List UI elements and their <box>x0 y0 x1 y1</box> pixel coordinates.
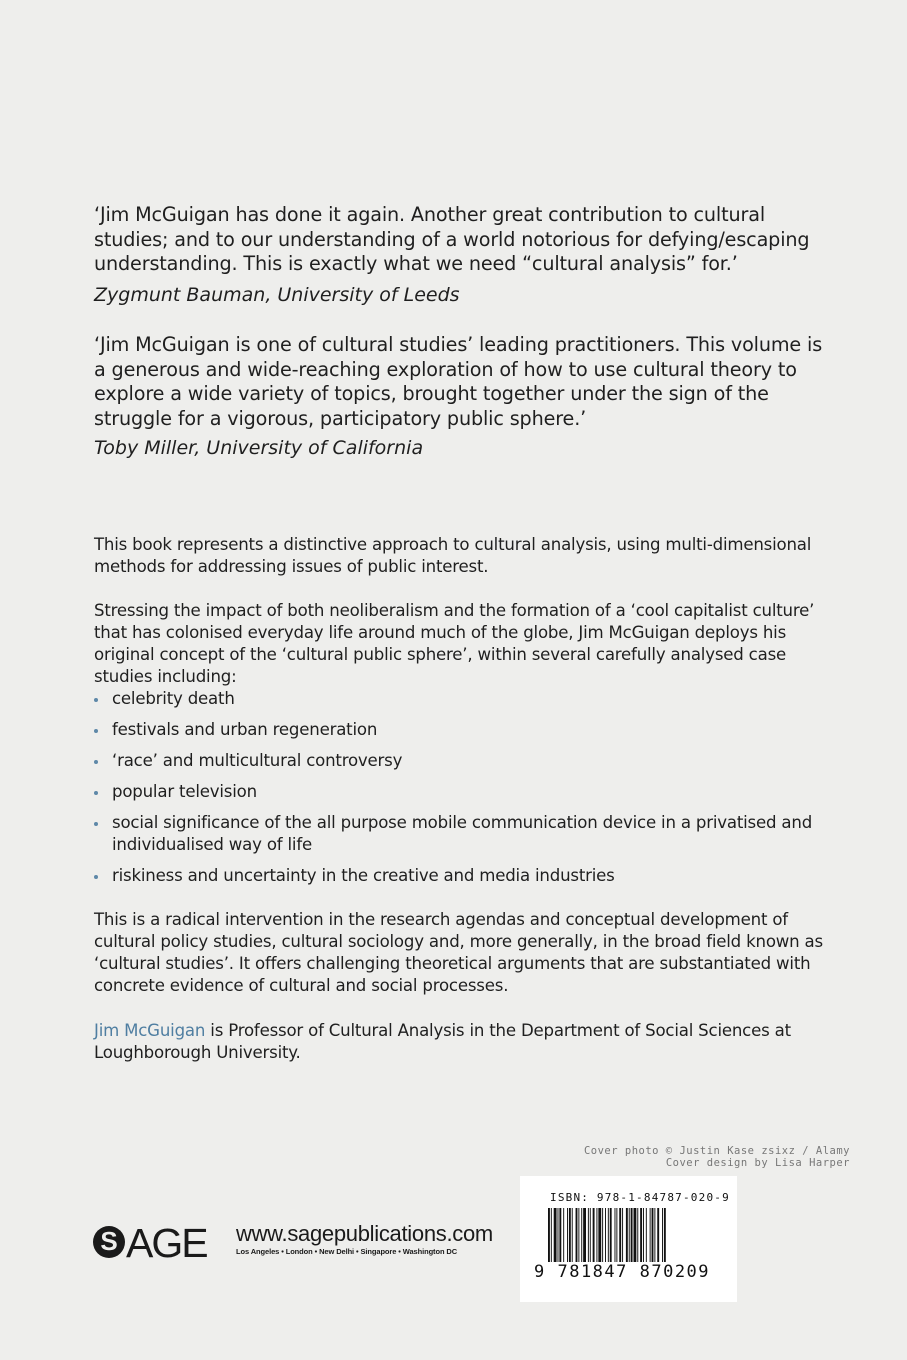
list-item: popular television <box>94 781 834 803</box>
publisher-cities: Los Angeles • London • New Delhi • Singapore • Washington DC <box>236 1247 458 1256</box>
list-item: festivals and urban regeneration <box>94 719 834 741</box>
photo-credit: Cover photo © Justin Kase zsixz / Alamy <box>583 1145 850 1157</box>
svg-text:S: S <box>100 1226 118 1256</box>
sage-logo-icon <box>92 1222 228 1262</box>
author-bio <box>94 1020 834 1064</box>
bullet-icon <box>94 822 98 826</box>
list-item: social significance of the all purpose mobile communication device in a privatised and individualised way of life <box>94 812 834 856</box>
description-intro: This book represents a distinctive approach to cultural analysis, using multi-dimensional methods for addressing issues of public interest. <box>94 535 812 576</box>
list-item: ‘race’ and multicultural controversy <box>94 750 834 772</box>
author-name-link[interactable]: Jim McGuigan <box>94 1021 206 1040</box>
description-context: Stressing the impact of both neoliberalism and the formation of a ‘cool capitalist culture’ that has colonised everyday life around much of the globe, Jim McGuigan deploys his original concept of the ‘cultural public sphere’, within several carefully analysed case studies including: <box>94 601 815 686</box>
bullet-icon <box>94 698 98 702</box>
list-item: riskiness and uncertainty in the creative and media industries <box>94 865 834 887</box>
isbn-barcode <box>520 1176 737 1302</box>
bullet-icon <box>94 729 98 733</box>
list-item: celebrity death <box>94 688 834 710</box>
case-studies-list <box>94 688 834 896</box>
review-quote-2: ‘Jim McGuigan is one of cultural studies’ leading practitioners. This volume is a generous and wide-reaching exploration of how to use cultural theory to explore a wide variety of topics, brought together under the sign of the struggle for a vigorous, participatory public sphere.’ <box>94 333 823 430</box>
author-bio-text: is Professor of Cultural Analysis in the Department of Social Sciences at Loughborough University. <box>94 1021 791 1062</box>
review-quote-1: ‘Jim McGuigan has done it again. Another great contribution to cultural studies; and to our understanding of a world notorious for defying/escaping understanding. This is exactly what we need “cultural analysis” for.’ <box>94 203 810 275</box>
publisher-url[interactable]: www.sagepublications.com <box>236 1221 493 1246</box>
bullet-icon <box>94 875 98 879</box>
barcode-number: 9 781847 870209 <box>534 1262 711 1282</box>
design-credit: Cover design by Lisa Harper <box>665 1157 850 1169</box>
review-attribution-1: Zygmunt Bauman, University of Leeds <box>94 284 460 306</box>
review-attribution-2: Toby Miller, University of California <box>94 437 424 459</box>
cover-credits <box>584 1145 850 1169</box>
bullet-icon <box>94 760 98 764</box>
description-closing: This is a radical intervention in the research agendas and conceptual development of cultural policy studies, cultural sociology and, more generally, in the broad field known as ‘cultural studies’. It offers challenging theoretical arguments that are substantiated with concrete evidence of cultural and social processes. <box>94 910 823 995</box>
bullet-icon <box>94 791 98 795</box>
svg-text:AGE: AGE <box>126 1222 207 1262</box>
barcode-bars <box>534 1208 724 1266</box>
isbn-label: ISBN: 978-1-84787-020-9 <box>550 1191 730 1204</box>
